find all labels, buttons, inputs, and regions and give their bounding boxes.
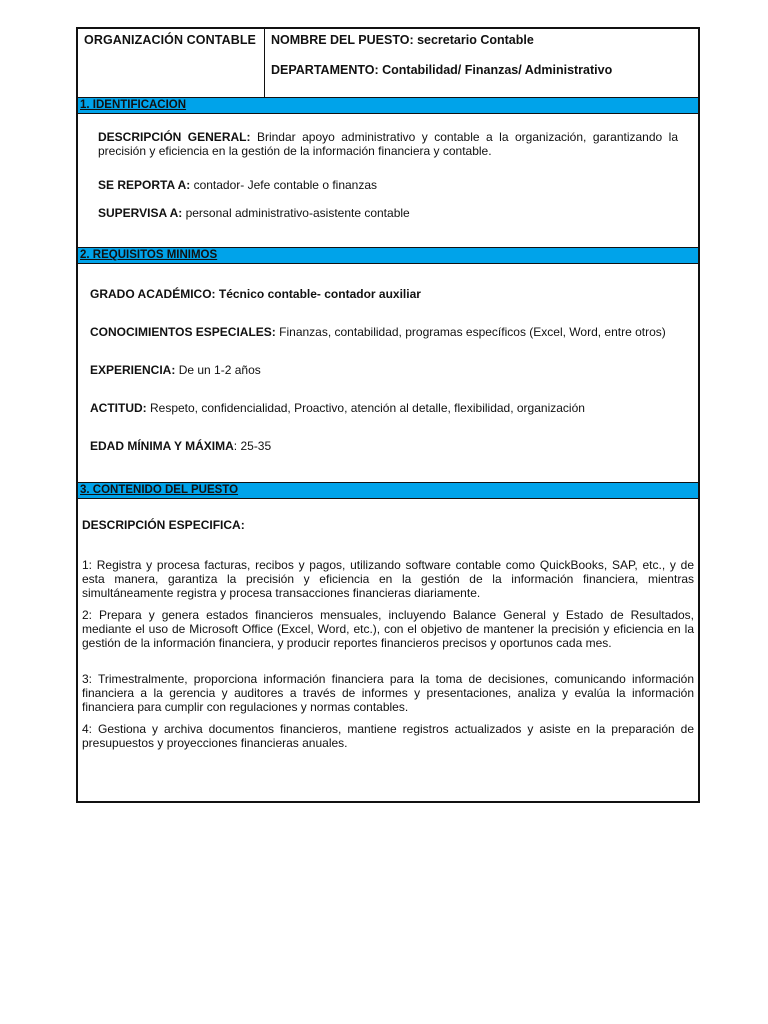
section-title: 1. IDENTIFICACION bbox=[80, 99, 187, 111]
general-description-text: Brindar apoyo administrativo y contable a la organización, garantizando la precisión y eficiencia en la gestión de la información financiera y contable. bbox=[98, 130, 679, 158]
duty-item: 3: Trimestralmente, proporciona información financiera para la toma de decisiones, comunicando información financiera a la gerencia y auditores a través de informes y presentaciones, analiza y evalúa la información financiera para cumplir con regulaciones y normas contables. bbox=[82, 672, 694, 714]
general-description bbox=[98, 130, 678, 158]
academic-degree-label: GRADO ACADÉMICO: Técnico contable- contador auxiliar bbox=[90, 287, 421, 301]
duty-item: 1: Registra y procesa facturas, recibos y pagos, utilizando software contable como QuickBooks, SAP, etc., y de esta manera, garantiza la precisión y eficiencia en la gestión de la información financiera, mientras simultáneamente registra y procesa transacciones financieras diariamente. bbox=[82, 558, 694, 600]
attitude bbox=[90, 398, 686, 418]
department-name: DEPARTAMENTO: Contabilidad/ Finanzas/ Administrativo bbox=[271, 63, 613, 77]
attitude-text: Respeto, confidencialidad, Proactivo, atención al detalle, flexibilidad, organización bbox=[146, 401, 585, 415]
position-name: NOMBRE DEL PUESTO: secretario Contable bbox=[271, 33, 534, 47]
reports-to-text: contador- Jefe contable o finanzas bbox=[190, 178, 378, 192]
section-heading-contenido bbox=[78, 482, 698, 499]
supervises-label: SUPERVISA A: bbox=[98, 206, 183, 220]
special-knowledge-text: Finanzas, contabilidad, programas específicos (Excel, Word, entre otros) bbox=[275, 325, 666, 339]
special-knowledge bbox=[90, 322, 686, 342]
section-heading-requisitos bbox=[78, 247, 698, 264]
identificacion-section bbox=[78, 117, 698, 220]
age-range-label: EDAD MÍNIMA Y MÁXIMA bbox=[90, 439, 234, 453]
duty-item: 4: Gestiona y archiva documentos financieros, mantiene registros actualizados y asiste en la preparación de presupuestos y proyecciones financieras anuales. bbox=[82, 722, 694, 750]
general-description-label: DESCRIPCIÓN GENERAL: bbox=[98, 130, 251, 144]
experience-label: EXPERIENCIA: bbox=[90, 363, 176, 377]
job-description-table bbox=[76, 27, 700, 803]
reports-to bbox=[98, 178, 678, 192]
age-range-text: : 25-35 bbox=[233, 439, 272, 453]
requisitos-section bbox=[78, 267, 698, 456]
attitude-label: ACTITUD: bbox=[90, 401, 147, 415]
section-heading-identificacion bbox=[78, 97, 698, 114]
header-row bbox=[78, 29, 698, 98]
section-title: 2. REQUISITOS MINIMOS bbox=[80, 249, 218, 261]
academic-degree bbox=[90, 284, 686, 304]
contenido-section bbox=[78, 502, 698, 750]
special-knowledge-label: CONOCIMIENTOS ESPECIALES: bbox=[90, 325, 276, 339]
specific-description-label: DESCRIPCIÓN ESPECIFICA: bbox=[82, 518, 245, 532]
duty-item: 2: Prepara y genera estados financieros mensuales, incluyendo Balance General y Estado de Resultados, mediante el uso de Microsoft Office (Excel, Word, etc.), con el objetivo de mantener la precisión y eficiencia en la gestión de la información financiera, y producir reportes financieros precisos y oportunos cada mes. bbox=[82, 608, 694, 650]
organization-label: ORGANIZACIÓN CONTABLE bbox=[84, 33, 256, 47]
section-title: 3. CONTENIDO DEL PUESTO bbox=[80, 484, 239, 496]
position-cell bbox=[265, 29, 698, 97]
experience-text: De un 1-2 años bbox=[175, 363, 261, 377]
reports-to-label: SE REPORTA A: bbox=[98, 178, 191, 192]
supervises bbox=[98, 206, 678, 220]
supervises-text: personal administrativo-asistente contable bbox=[182, 206, 410, 220]
organization-cell bbox=[78, 29, 265, 97]
age-range bbox=[90, 436, 686, 456]
experience bbox=[90, 360, 686, 380]
